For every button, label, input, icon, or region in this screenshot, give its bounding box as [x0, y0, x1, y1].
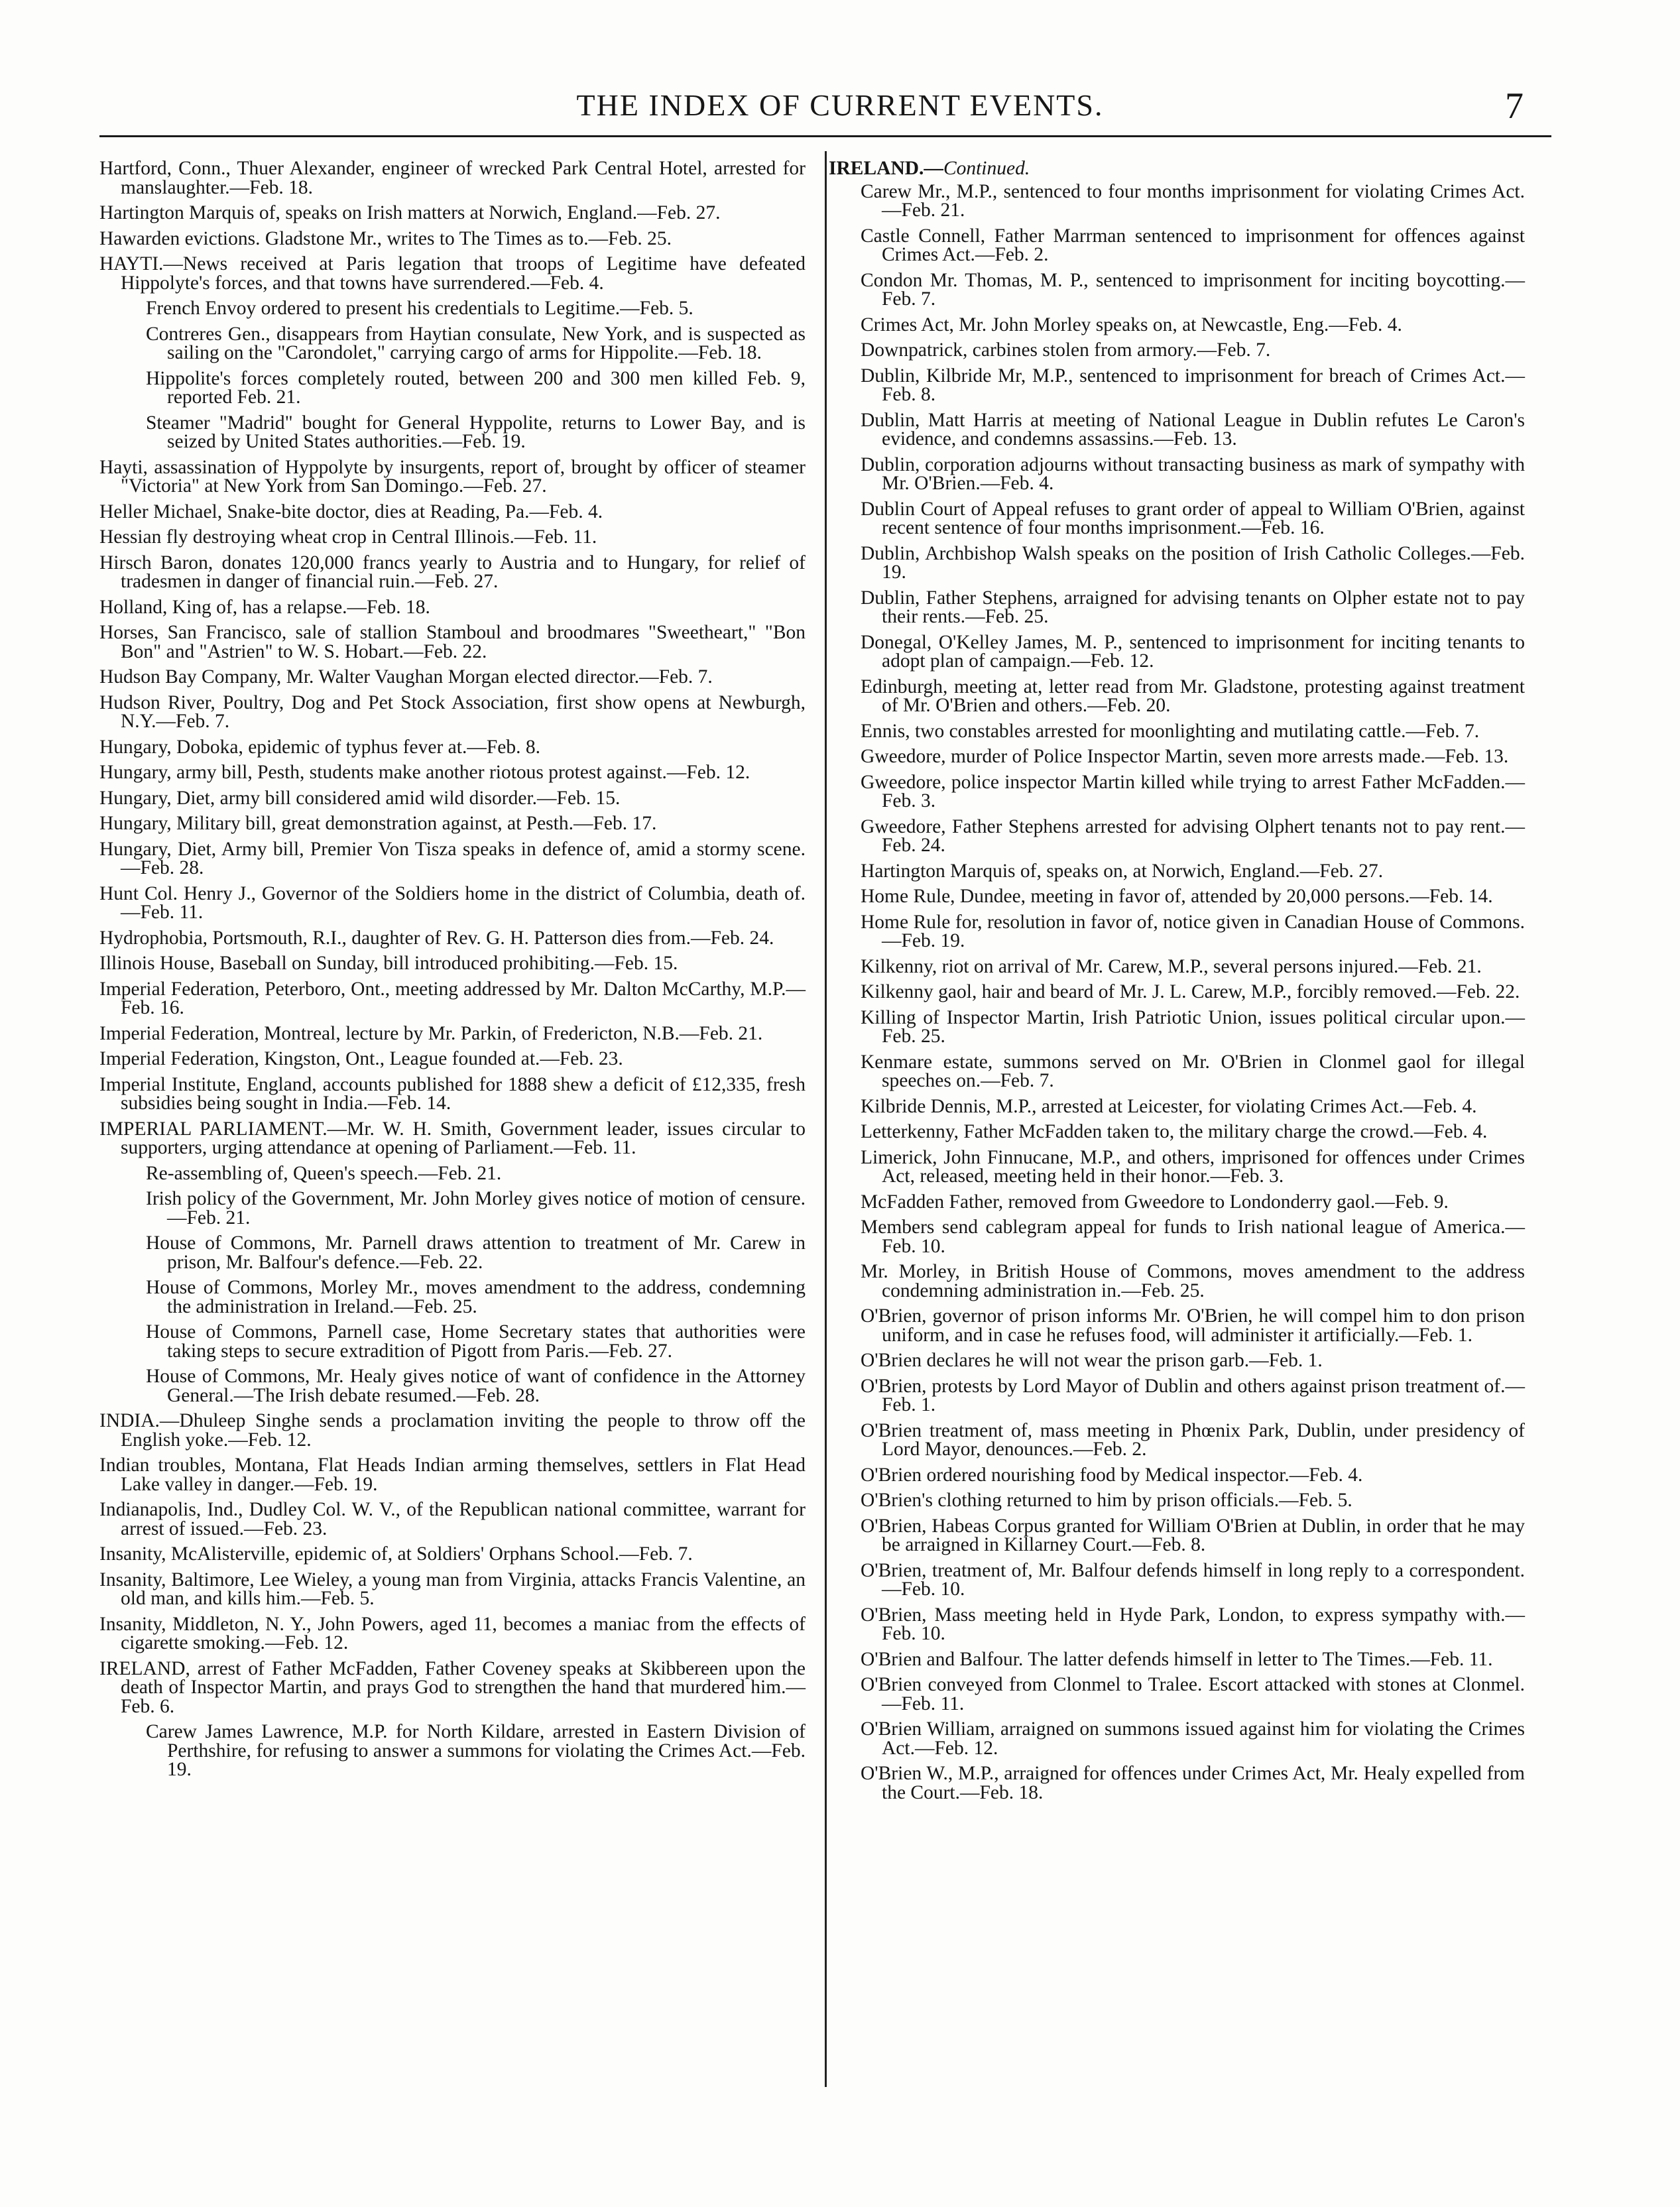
index-entry: Donegal, O'Kelley James, M. P., sentenced to imprisonment for inciting tenants to adopt plan of campaign.—Feb. 12. [861, 631, 1525, 672]
index-entry: O'Brien, protests by Lord Mayor of Dublin and others against prison treatment of.—Feb. 1. [861, 1375, 1525, 1415]
index-entry: Mr. Morley, in British House of Commons, moves amendment to the address condemning administration in.—Feb. 25. [861, 1261, 1525, 1301]
index-entry: House of Commons, Mr. Healy gives notice of want of confidence in the Attorney General.—The Irish debate resumed.—Feb. 28. [146, 1366, 806, 1406]
index-entry: HAYTI.—News received at Paris legation that troops of Legitime have defeated Hippolyte's forces, and that towns have surrendered.—Feb. 4. [99, 253, 806, 294]
index-entry: House of Commons, Parnell case, Home Secretary states that authorities were taking steps to secure extradition of Pigott from Paris.—Feb. 27. [146, 1321, 806, 1362]
index-entry: Hungary, Doboka, epidemic of typhus fever at.—Feb. 8. [99, 736, 540, 758]
index-entry: Horses, San Francisco, sale of stallion Stamboul and broodmares "Sweetheart," "Bon Bon" and "Astrien" to W. S. Hobart.—Feb. 22. [99, 622, 806, 662]
header-rule [99, 135, 1551, 137]
index-entry: O'Brien, Habeas Corpus granted for William O'Brien at Dublin, in order that he may be arraigned in Killarney Court.—Feb. 8. [861, 1515, 1525, 1555]
index-entry: Edinburgh, meeting at, letter read from Mr. Gladstone, protesting against treatment of Mr. O'Brien and others.—Feb. 20. [861, 676, 1525, 716]
index-entry: Hudson Bay Company, Mr. Walter Vaughan Morgan elected director.—Feb. 7. [99, 666, 713, 687]
index-entry: Kilkenny gaol, hair and beard of Mr. J. L. Carew, M.P., forcibly removed.—Feb. 22. [861, 981, 1520, 1002]
index-entry: Castle Connell, Father Marrman sentenced to imprisonment for offences against Crimes Act.—Feb. 2. [861, 225, 1525, 265]
index-entry: Steamer "Madrid" bought for General Hyppolite, returns to Lower Bay, and is seized by United States authorities.—Feb. 19. [146, 412, 806, 452]
index-entry: O'Brien and Balfour. The latter defends himself in letter to The Times.—Feb. 11. [861, 1648, 1493, 1670]
index-entry: Crimes Act, Mr. John Morley speaks on, at Newcastle, Eng.—Feb. 4. [861, 314, 1402, 335]
index-entry: Insanity, McAlisterville, epidemic of, at Soldiers' Orphans School.—Feb. 7. [99, 1543, 693, 1565]
index-entry: Hungary, Military bill, great demonstration against, at Pesth.—Feb. 17. [99, 813, 657, 834]
index-entry: Letterkenny, Father McFadden taken to, the military charge the crowd.—Feb. 4. [861, 1121, 1488, 1142]
index-entry: Kilbride Dennis, M.P., arrested at Leicester, for violating Crimes Act.—Feb. 4. [861, 1095, 1477, 1117]
index-entry: Limerick, John Finnucane, M.P., and others, imprisoned for offences under Crimes Act, released, meeting held in their honor.—Feb. 3. [861, 1146, 1525, 1187]
index-entry: Re-assembling of, Queen's speech.—Feb. 21. [146, 1162, 502, 1184]
index-entry: Dublin, Father Stephens, arraigned for advising tenants on Olpher estate not to pay their rents.—Feb. 25. [861, 587, 1525, 627]
right-column [829, 159, 1525, 1809]
index-entry: Imperial Institute, England, accounts published for 1888 shew a deficit of £12,335, fresh subsidies being sought in India.—Feb. 14. [99, 1073, 806, 1114]
index-entry: O'Brien's clothing returned to him by prison officials.—Feb. 5. [861, 1490, 1352, 1511]
index-entry: Hawarden evictions. Gladstone Mr., writes to The Times as to.—Feb. 25. [99, 227, 672, 249]
index-entry: Hirsch Baron, donates 120,000 francs yearly to Austria and to Hungary, for relief of tradesmen in danger of financial ruin.—Feb. 27. [99, 552, 806, 592]
index-entry: O'Brien W., M.P., arraigned for offences under Crimes Act, Mr. Healy expelled from the Court.—Feb. 18. [861, 1763, 1525, 1803]
index-entry: House of Commons, Mr. Parnell draws attention to treatment of Mr. Carew in prison, Mr. Balfour's defence.—Feb. 22. [146, 1232, 806, 1273]
index-entry: Imperial Federation, Kingston, Ont., League founded at.—Feb. 23. [99, 1048, 623, 1069]
index-entry: Dublin, Kilbride Mr, M.P., sentenced to imprisonment for breach of Crimes Act.—Feb. 8. [861, 365, 1525, 405]
index-entry: Insanity, Baltimore, Lee Wieley, a young man from Virginia, attacks Francis Valentine, an old man, and kills him.—Feb. 5. [99, 1569, 806, 1609]
index-entry: Hungary, Diet, army bill considered amid wild disorder.—Feb. 15. [99, 787, 621, 809]
index-entry: Indianapolis, Ind., Dudley Col. W. V., of the Republican national committee, warrant for arrest of issued.—Feb. 23. [99, 1499, 806, 1539]
index-entry: Dublin, Archbishop Walsh speaks on the position of Irish Catholic Colleges.—Feb. 19. [861, 542, 1525, 583]
page-title: THE INDEX OF CURRENT EVENTS. [576, 88, 1104, 122]
index-entry: O'Brien treatment of, mass meeting in Phœnix Park, Dublin, under presidency of Lord Mayor, denounces.—Feb. 2. [861, 1419, 1525, 1460]
index-entry: French Envoy ordered to present his credentials to Legitime.—Feb. 5. [146, 298, 693, 319]
index-entry: Gweedore, murder of Police Inspector Martin, seven more arrests made.—Feb. 13. [861, 746, 1509, 767]
index-entry: Imperial Federation, Montreal, lecture by Mr. Parkin, of Fredericton, N.B.—Feb. 21. [99, 1022, 763, 1044]
index-entry: McFadden Father, removed from Gweedore to Londonderry gaol.—Feb. 9. [861, 1191, 1449, 1213]
index-entry: Contreres Gen., disappears from Haytian consulate, New York, and is suspected as sailing on the "Carondolet," carrying cargo of arms for Hippolite.—Feb. 18. [146, 323, 806, 363]
continued-label: Continued. [943, 158, 1030, 179]
ireland-heading: IRELAND.— [829, 158, 943, 179]
index-entry: Members send cablegram appeal for funds to Irish national league of America.—Feb. 10. [861, 1217, 1525, 1257]
index-entry: Hydrophobia, Portsmouth, R.I., daughter of Rev. G. H. Patterson dies from.—Feb. 24. [99, 927, 774, 949]
index-entry: O'Brien, governor of prison informs Mr. O'Brien, he will compel him to don prison uniform, and in case he refuses food, will administer it artificially.—Feb. 1. [861, 1305, 1525, 1346]
index-entry: Home Rule for, resolution in favor of, notice given in Canadian House of Commons.—Feb. 19. [861, 911, 1525, 951]
index-entry: Hunt Col. Henry J., Governor of the Soldiers home in the district of Columbia, death of.—Feb. 11. [99, 882, 806, 923]
index-entry: O'Brien conveyed from Clonmel to Tralee. Escort attacked with stones at Clonmel.—Feb. 11. [861, 1674, 1525, 1714]
index-entry: Killing of Inspector Martin, Irish Patriotic Union, issues political circular upon.—Feb. 25. [861, 1006, 1525, 1047]
left-column [99, 159, 806, 1786]
index-entry: O'Brien, Mass meeting held in Hyde Park, London, to express sympathy with.—Feb. 10. [861, 1604, 1525, 1644]
index-entry: O'Brien William, arraigned on summons issued against him for violating the Crimes Act.—Feb. 12. [861, 1718, 1525, 1759]
index-entry: Dublin Court of Appeal refuses to grant order of appeal to William O'Brien, against recent sentence of four months imprisonment.—Feb. 16. [861, 498, 1525, 538]
index-entry: Kilkenny, riot on arrival of Mr. Carew, M.P., several persons injured.—Feb. 21. [861, 955, 1482, 977]
index-entry: Hayti, assassination of Hyppolyte by insurgents, report of, brought by officer of steamer "Victoria" at New York from San Domingo.—Feb. 27. [99, 456, 806, 497]
index-entry: Carew James Lawrence, M.P. for North Kildare, arrested in Eastern Division of Perthshire, for refusing to answer a summons for violating the Crimes Act.—Feb. 19. [146, 1721, 806, 1780]
index-entry: Hudson River, Poultry, Dog and Pet Stock Association, first show opens at Newburgh, N.Y.—Feb. 7. [99, 691, 806, 732]
index-entry: O'Brien declares he will not wear the prison garb.—Feb. 1. [861, 1350, 1323, 1371]
index-entry: IMPERIAL PARLIAMENT.—Mr. W. H. Smith, Government leader, issues circular to supporters, urging attendance at opening of Parliament.—Feb. 11. [99, 1118, 806, 1158]
continued-heading [829, 159, 1525, 178]
index-entry: IRELAND, arrest of Father McFadden, Father Coveney speaks at Skibbereen upon the death of Inspector Martin, and prays God to strengthen the hand that murdered him.—Feb. 6. [99, 1657, 806, 1717]
index-entry: Imperial Federation, Peterboro, Ont., meeting addressed by Mr. Dalton McCarthy, M.P.—Feb. 16. [99, 978, 806, 1018]
index-entry: Home Rule, Dundee, meeting in favor of, attended by 20,000 persons.—Feb. 14. [861, 886, 1493, 907]
index-entry: Indian troubles, Montana, Flat Heads Indian arming themselves, settlers in Flat Head Lake valley in danger.—Feb. 19. [99, 1455, 806, 1495]
index-entry: Hartington Marquis of, speaks on Irish matters at Norwich, England.—Feb. 27. [99, 202, 721, 223]
index-entry: O'Brien, treatment of, Mr. Balfour defends himself in long reply to a correspondent.—Feb. 10. [861, 1559, 1525, 1600]
index-entry: Hartington Marquis of, speaks on, at Norwich, England.—Feb. 27. [861, 860, 1384, 882]
index-entry: Ennis, two constables arrested for moonlighting and mutilating cattle.—Feb. 7. [861, 720, 1480, 742]
index-entry: Gweedore, police inspector Martin killed while trying to arrest Father McFadden.—Feb. 3. [861, 771, 1525, 811]
index-entry: INDIA.—Dhuleep Singhe sends a proclamation inviting the people to throw off the English yoke.—Feb. 12. [99, 1410, 806, 1451]
column-divider [825, 151, 827, 2087]
index-entry: Holland, King of, has a relapse.—Feb. 18. [99, 596, 430, 618]
index-entry: Condon Mr. Thomas, M. P., sentenced to imprisonment for inciting boycotting.—Feb. 7. [861, 269, 1525, 310]
index-entry: Illinois House, Baseball on Sunday, bill introduced prohibiting.—Feb. 15. [99, 953, 678, 974]
index-entry: Downpatrick, carbines stolen from armory.—Feb. 7. [861, 339, 1271, 361]
index-entry: Carew Mr., M.P., sentenced to four months imprisonment for violating Crimes Act.—Feb. 21. [861, 180, 1525, 221]
index-entry: Insanity, Middleton, N. Y., John Powers, aged 11, becomes a maniac from the effects of cigarette smoking.—Feb. 12. [99, 1613, 806, 1653]
index-entry: Kenmare estate, summons served on Mr. O'Brien in Clonmel gaol for illegal speeches on.—Feb. 7. [861, 1051, 1525, 1091]
index-entry: Gweedore, Father Stephens arrested for advising Olphert tenants not to pay rent.—Feb. 24. [861, 815, 1525, 856]
index-entry: Hessian fly destroying wheat crop in Central Illinois.—Feb. 11. [99, 526, 597, 548]
index-entry: Dublin, corporation adjourns without transacting business as mark of sympathy with Mr. O'Brien.—Feb. 4. [861, 453, 1525, 494]
index-entry: Heller Michael, Snake-bite doctor, dies at Reading, Pa.—Feb. 4. [99, 501, 603, 522]
index-entry: O'Brien ordered nourishing food by Medical inspector.—Feb. 4. [861, 1464, 1363, 1486]
index-entry: Hippolite's forces completely routed, between 200 and 300 men killed Feb. 9, reported Feb. 21. [146, 367, 806, 408]
index-entry: House of Commons, Morley Mr., moves amendment to the address, condemning the administration in Ireland.—Feb. 25. [146, 1277, 806, 1317]
index-entry: Irish policy of the Government, Mr. John Morley gives notice of motion of censure.—Feb. 21. [146, 1188, 806, 1228]
index-entry: Hungary, Diet, Army bill, Premier Von Tisza speaks in defence of, amid a stormy scene.—Feb. 28. [99, 838, 806, 878]
index-entry: Hartford, Conn., Thuer Alexander, engineer of wrecked Park Central Hotel, arrested for manslaughter.—Feb. 18. [99, 158, 806, 198]
index-entry: Hungary, army bill, Pesth, students make another riotous protest against.—Feb. 12. [99, 762, 750, 783]
page-number: 7 [1505, 86, 1524, 127]
index-entry: Dublin, Matt Harris at meeting of National League in Dublin refutes Le Caron's evidence, and condemns assassins.—Feb. 13. [861, 409, 1525, 449]
